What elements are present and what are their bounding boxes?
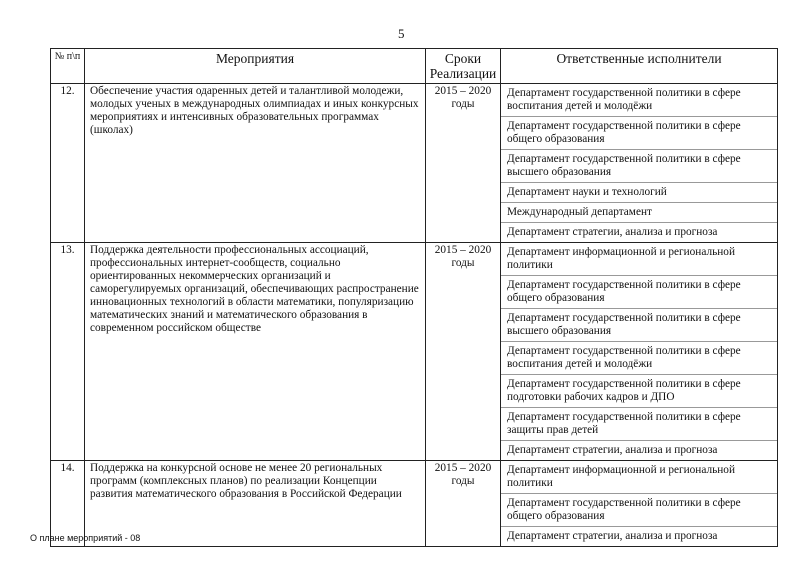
responsible-cell <box>501 461 778 547</box>
header-num: № п\п <box>51 49 85 84</box>
table-row <box>51 461 778 547</box>
activity-cell: Поддержка деятельности профессиональных ассоциаций, профессиональных интернет-сообществ, социально ориентированных некоммерческих организаций и саморегулируемых организаций, обеспечивающих распространение инновационных технологий в области математики, популяризацию математических знаний и математического образования в современном российском обществе <box>85 243 426 461</box>
row-number: 13. <box>51 243 85 461</box>
responsible-item: Департамент стратегии, анализа и прогноза <box>507 530 718 542</box>
responsible-item: Департамент государственной политики в сфере защиты прав детей <box>501 408 777 441</box>
responsible-item: Департамент информационной и региональной политики <box>501 243 777 276</box>
responsible-item: Департамент государственной политики в сфере подготовки рабочих кадров и ДПО <box>501 375 777 408</box>
responsible-cell <box>501 84 778 243</box>
table-header <box>51 49 778 84</box>
page-number: 5 <box>398 26 405 41</box>
period-cell: 2015 – 2020 годы <box>426 461 501 547</box>
activity-cell: Обеспечение участия одаренных детей и талантливой молодежи, молодых ученых в международных олимпиадах и иных конкурсных мероприятиях и интенсивных образовательных программах (школах) <box>85 84 426 243</box>
responsible-item: Департамент государственной политики в сфере общего образования <box>501 117 777 150</box>
responsible-cell <box>501 243 778 461</box>
table-row <box>51 243 778 461</box>
header-activity: Мероприятия <box>85 49 426 84</box>
footer-text: О плане мероприятий - 08 <box>30 533 141 543</box>
period-cell: 2015 – 2020 годы <box>426 84 501 243</box>
responsible-item: Департамент государственной политики в сфере общего образования <box>501 494 777 527</box>
period-cell: 2015 – 2020 годы <box>426 243 501 461</box>
row-number: 14. <box>51 461 85 547</box>
responsible-item: Департамент государственной политики в сфере общего образования <box>501 276 777 309</box>
responsible-item: Департамент информационной и региональной политики <box>501 461 777 494</box>
responsible-item: Департамент государственной политики в сфере воспитания детей и молодёжи <box>501 84 777 117</box>
responsible-item: Департамент государственной политики в сфере высшего образования <box>501 150 777 183</box>
header-responsible: Ответственные исполнители <box>501 49 778 84</box>
activities-table <box>50 48 778 547</box>
activity-cell: Поддержка на конкурсной основе не менее 20 региональных программ (комплексных планов) по реализации Концепции развития математического образования в Российской Федерации <box>85 461 426 547</box>
responsible-item: Международный департамент <box>501 203 777 223</box>
header-period: Сроки Реализации <box>426 49 501 84</box>
responsible-item: Департамент науки и технологий <box>501 183 777 203</box>
responsible-item: Департамент стратегии, анализа и прогноза <box>507 226 718 238</box>
responsible-item: Департамент стратегии, анализа и прогноза <box>507 444 718 456</box>
row-number: 12. <box>51 84 85 243</box>
responsible-item: Департамент государственной политики в сфере высшего образования <box>501 309 777 342</box>
table-row <box>51 84 778 243</box>
responsible-item: Департамент государственной политики в сфере воспитания детей и молодёжи <box>501 342 777 375</box>
